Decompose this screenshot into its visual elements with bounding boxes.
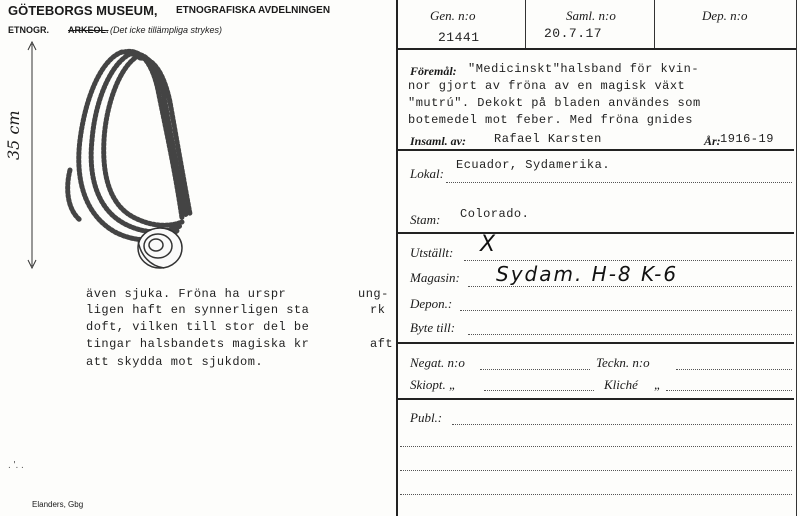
insaml-line bbox=[398, 149, 794, 151]
continuation-line-5: att skydda mot sjukdom. bbox=[86, 355, 264, 369]
publ-label: Publ.: bbox=[410, 410, 443, 425]
continuation-overflow-2: rk bbox=[370, 303, 386, 317]
shell-pendant bbox=[138, 228, 182, 268]
ar-value: 1916-19 bbox=[720, 132, 774, 146]
top-row-bottom bbox=[396, 48, 796, 50]
lokal-value: Ecuador, Sydamerika. bbox=[456, 158, 611, 172]
lokal-label: Lokal: bbox=[410, 166, 444, 181]
printer-mark: Elanders, Gbg bbox=[32, 500, 84, 509]
ink-marks: . '. . bbox=[8, 460, 24, 471]
stam-label: Stam: bbox=[410, 212, 441, 227]
continuation-overflow-4: aft bbox=[370, 337, 394, 351]
publ-line-4 bbox=[400, 494, 792, 495]
card-col-divider-1 bbox=[525, 0, 526, 48]
byte-label: Byte till: bbox=[410, 320, 456, 335]
byte-line bbox=[468, 334, 792, 335]
magasin-line bbox=[468, 286, 792, 287]
negat-label: Negat. n:o bbox=[410, 355, 465, 370]
foremal-line-4: botemedel mot feber. Med fröna gnides bbox=[408, 113, 693, 127]
insaml-value: Rafael Karsten bbox=[494, 132, 602, 146]
dep-label: Dep. n:o bbox=[702, 8, 748, 23]
publ-line-1 bbox=[452, 424, 792, 425]
depon-label: Depon.: bbox=[410, 296, 453, 311]
continuation-line-2: ligen haft en synnerligen sta bbox=[86, 303, 310, 317]
skiopt-divider bbox=[398, 398, 794, 400]
gen-value: 21441 bbox=[438, 30, 480, 45]
magasin-value: Sydam. H-8 K-6 bbox=[496, 262, 679, 286]
department-title: ETNOGRAFISKA AVDELNINGEN bbox=[176, 5, 331, 16]
publ-line-2 bbox=[400, 446, 792, 447]
utstallt-value: X bbox=[480, 232, 498, 257]
continuation-line-1: även sjuka. Fröna ha urspr bbox=[86, 287, 287, 301]
negat-line-a bbox=[480, 369, 590, 370]
strike-note: (Det icke tillämpliga strykes) bbox=[110, 25, 223, 35]
stam-line bbox=[398, 232, 794, 234]
card-col-divider-2 bbox=[654, 0, 655, 48]
museum-title: GÖTEBORGS MUSEUM, bbox=[8, 3, 158, 18]
insaml-label: Insaml. av: bbox=[410, 134, 467, 148]
category-etnogr: ETNOGR. bbox=[8, 25, 50, 35]
saml-label: Saml. n:o bbox=[566, 8, 616, 23]
skiopt-label: Skiopt. „ bbox=[410, 377, 457, 392]
teckn-label: Teckn. n:o bbox=[596, 355, 650, 370]
kliche-line bbox=[666, 390, 792, 391]
saml-value: 20.7.17 bbox=[544, 26, 603, 41]
card-left-border bbox=[396, 0, 398, 516]
skiopt-line bbox=[484, 390, 594, 391]
kliche-quote: „ bbox=[654, 377, 662, 392]
foremal-line-2: nor gjort av fröna av en magisk växt bbox=[408, 79, 686, 93]
ar-label: År: bbox=[704, 134, 721, 148]
utstallt-line bbox=[464, 260, 792, 261]
publ-line-3 bbox=[400, 470, 792, 471]
continuation-line-3: doft, vilken till stor del be bbox=[86, 320, 310, 334]
category-arkeol: ARKEOL. bbox=[68, 25, 109, 35]
necklace-illustration bbox=[40, 40, 230, 280]
scale-arrow bbox=[22, 40, 42, 270]
negat-line-b bbox=[676, 369, 792, 370]
magasin-label: Magasin: bbox=[410, 270, 460, 285]
byte-divider bbox=[398, 342, 794, 344]
kliche-label: Kliché bbox=[604, 377, 638, 392]
depon-line bbox=[460, 310, 792, 311]
gen-label: Gen. n:o bbox=[430, 8, 476, 23]
utstallt-label: Utställt: bbox=[410, 245, 454, 260]
continuation-overflow-1: ung- bbox=[358, 287, 389, 301]
scale-label: 35 cm bbox=[4, 110, 23, 160]
foremal-line-3: "mutrú". Dekokt på bladen användes som bbox=[408, 96, 701, 110]
lokal-line bbox=[446, 182, 792, 183]
stam-value: Colorado. bbox=[460, 207, 530, 221]
foremal-line-1: "Medicinskt"halsband för kvin- bbox=[468, 62, 700, 76]
card-right-border bbox=[796, 0, 797, 516]
foremal-label: Föremål: bbox=[410, 64, 457, 78]
continuation-line-4: tingar halsbandets magiska kr bbox=[86, 337, 310, 351]
